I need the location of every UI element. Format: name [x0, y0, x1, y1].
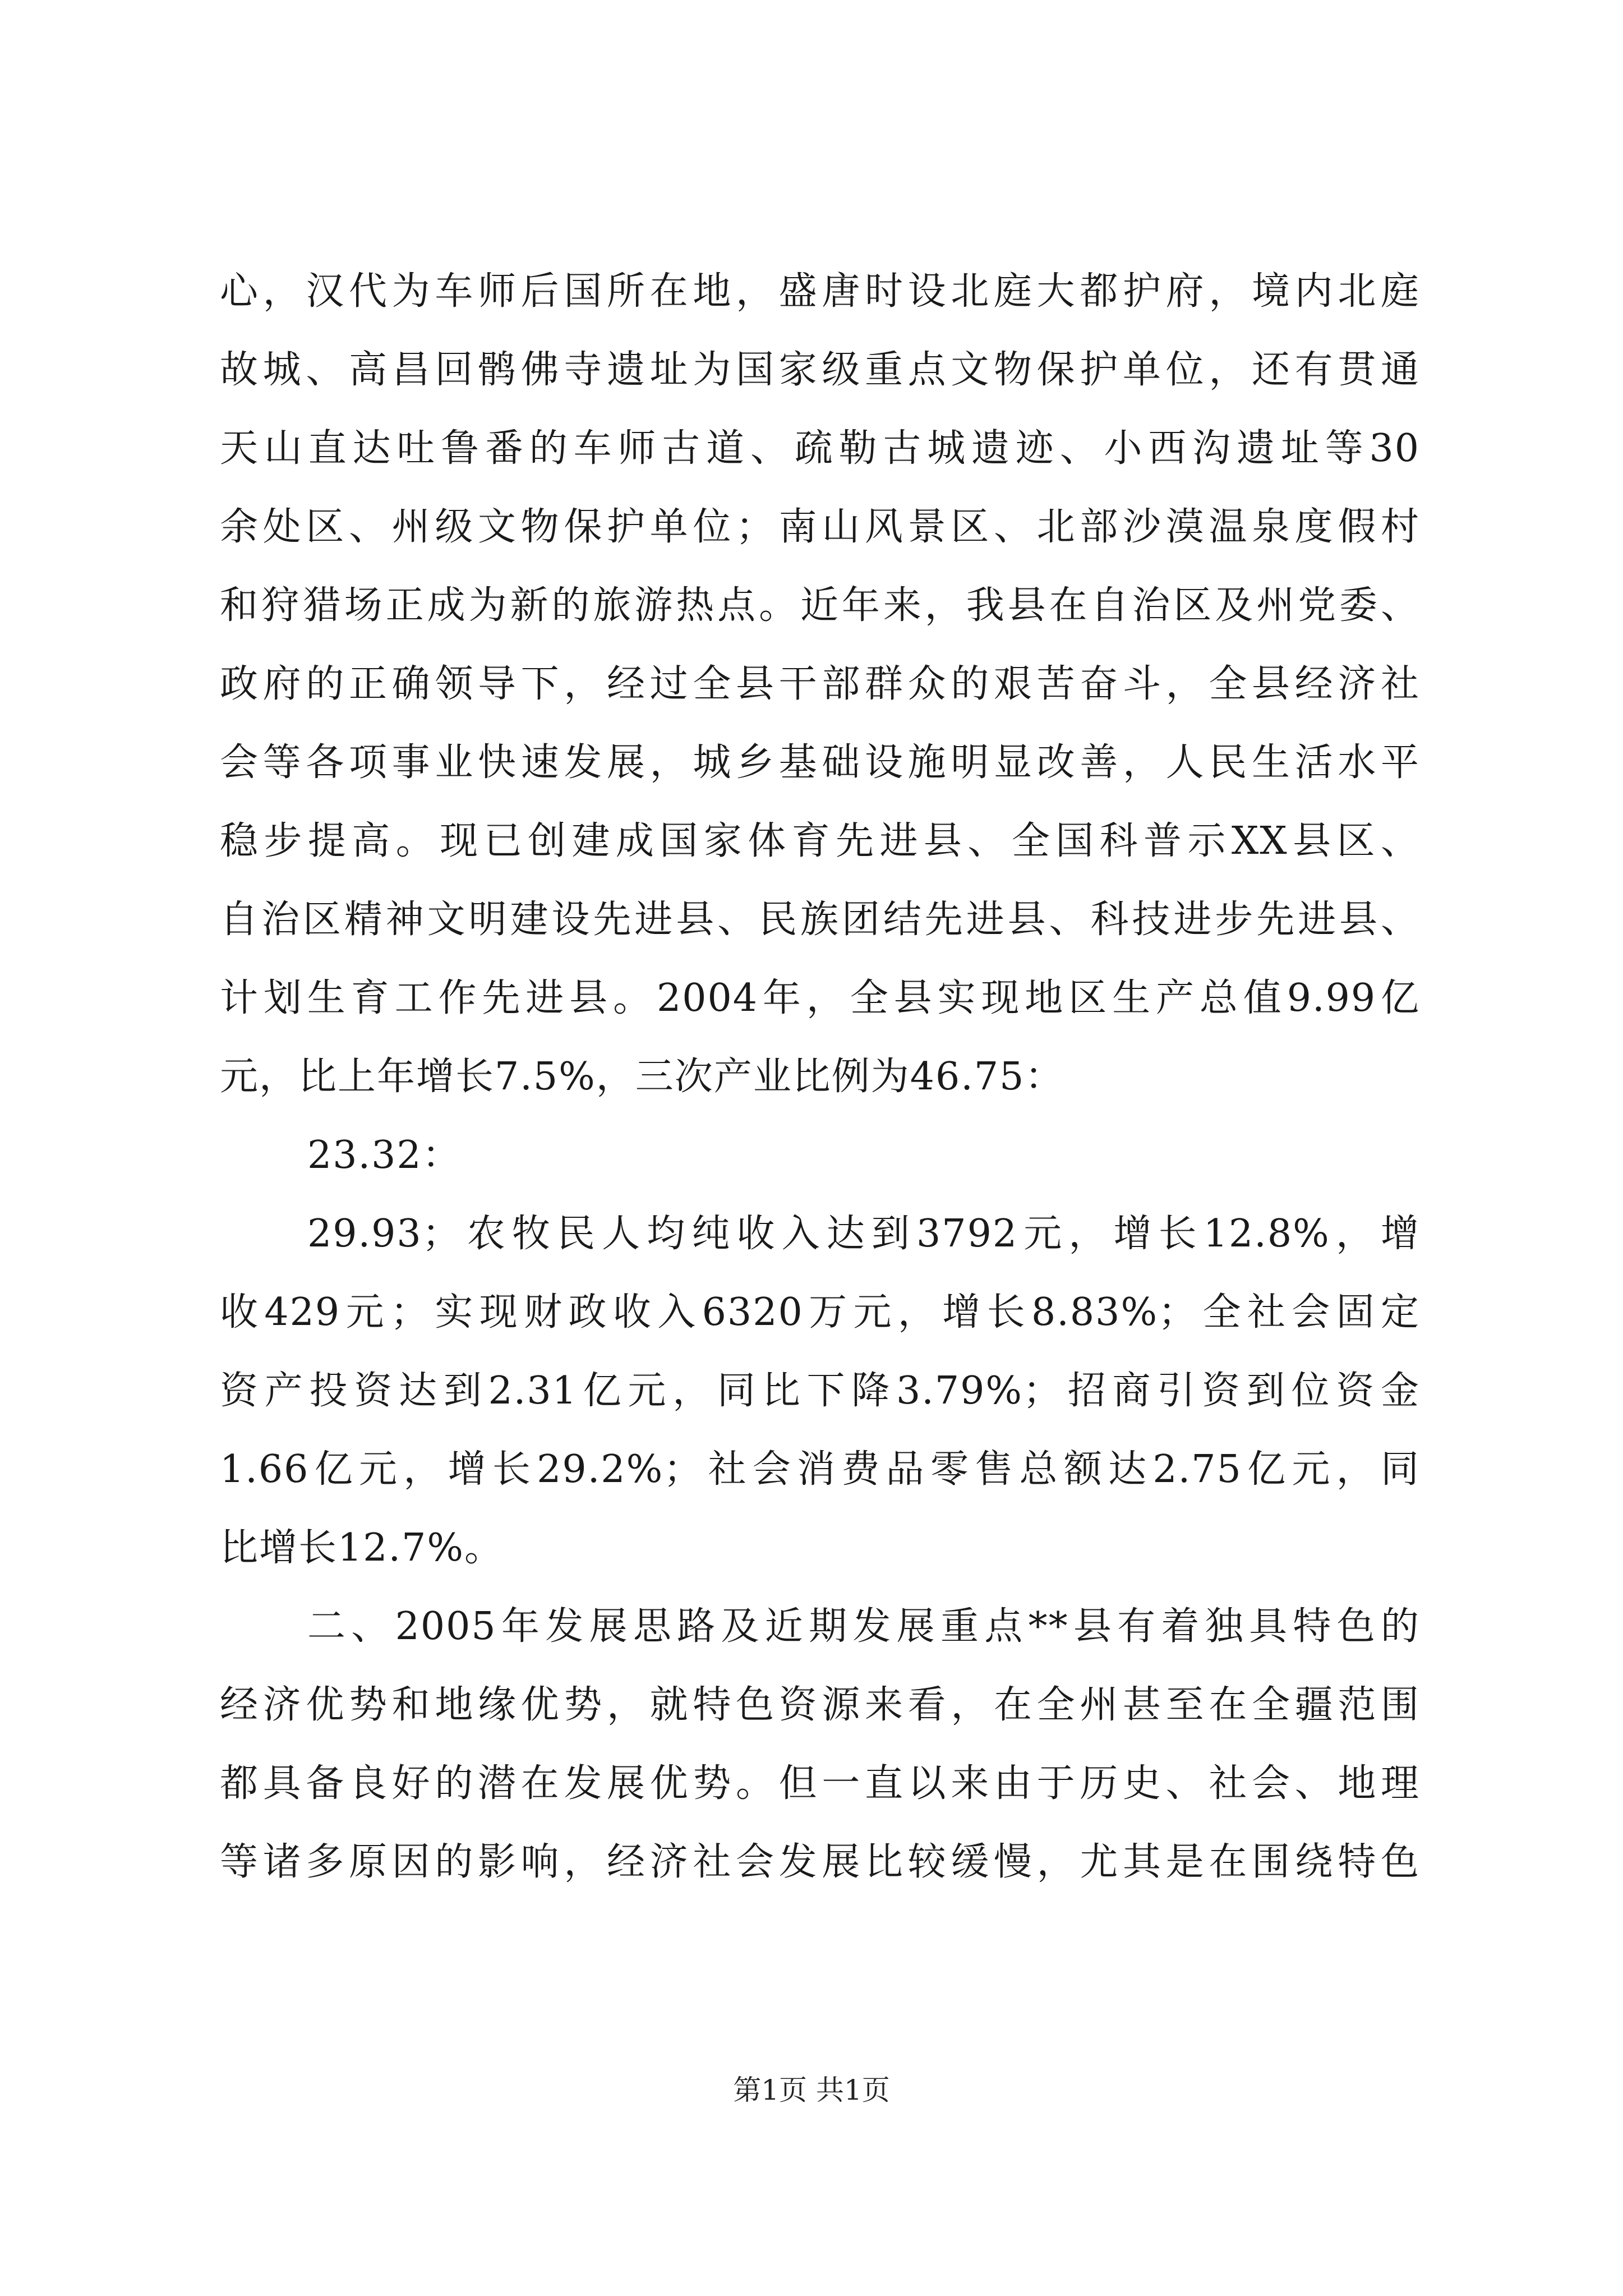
paragraph-line: 政府的正确领导下，经过全县干部群众的艰苦奋斗，全县经济社	[220, 662, 1420, 706]
paragraph-line: 1.66亿元，增长29.2%；社会消费品零售总额达2.75亿元，同	[220, 1447, 1420, 1492]
paragraph-line: 经济优势和地缘优势，就特色资源来看，在全州甚至在全疆范围	[220, 1683, 1420, 1727]
paragraph-line: 故城、高昌回鹘佛寺遗址为国家级重点文物保护单位，还有贯通	[220, 348, 1420, 392]
paragraph-line: 余处区、州级文物保护单位；南山风景区、北部沙漠温泉度假村	[220, 505, 1420, 549]
paragraph-line: 会等各项事业快速发展，城乡基础设施明显改善，人民生活水平	[220, 740, 1420, 785]
paragraph-line: 心，汉代为车师后国所在地，盛唐时设北庭大都护府，境内北庭	[220, 269, 1420, 314]
paragraph-line: 等诸多原因的影响，经济社会发展比较缓慢，尤其是在围绕特色	[220, 1840, 1420, 1884]
paragraph-line: 资产投资达到2.31亿元，同比下降3.79%；招商引资到位资金	[220, 1369, 1420, 1413]
paragraph-line: 元，比上年增长7.5%，三次产业比例为46.75：	[220, 1055, 1064, 1099]
paragraph-line: 收429元；实现财政收入6320万元，增长8.83%；全社会固定	[220, 1290, 1420, 1335]
paragraph-line: 比增长12.7%。	[220, 1526, 504, 1570]
paragraph-line: 二、2005年发展思路及近期发展重点**县有着独具特色的	[307, 1604, 1420, 1649]
paragraph-line: 计划生育工作先进县。2004年，全县实现地区生产总值9.99亿	[220, 976, 1420, 1020]
paragraph-line: 自治区精神文明建设先进县、民族团结先进县、科技进步先进县、	[220, 898, 1420, 942]
paragraph-line: 23.32：	[307, 1133, 462, 1177]
page-footer: 第1页 共1页	[733, 2074, 890, 2106]
paragraph-line: 和狩猎场正成为新的旅游热点。近年来，我县在自治区及州党委、	[220, 583, 1420, 628]
paragraph-line: 稳步提高。现已创建成国家体育先进县、全国科普示XX县区、	[220, 819, 1420, 863]
paragraph-line: 都具备良好的潜在发展优势。但一直以来由于历史、社会、地理	[220, 1761, 1420, 1806]
paragraph-line: 天山直达吐鲁番的车师古道、疏勒古城遗迹、小西沟遗址等30	[220, 426, 1420, 471]
paragraph-line: 29.93；农牧民人均纯收入达到3792元，增长12.8%，增	[307, 1212, 1420, 1256]
